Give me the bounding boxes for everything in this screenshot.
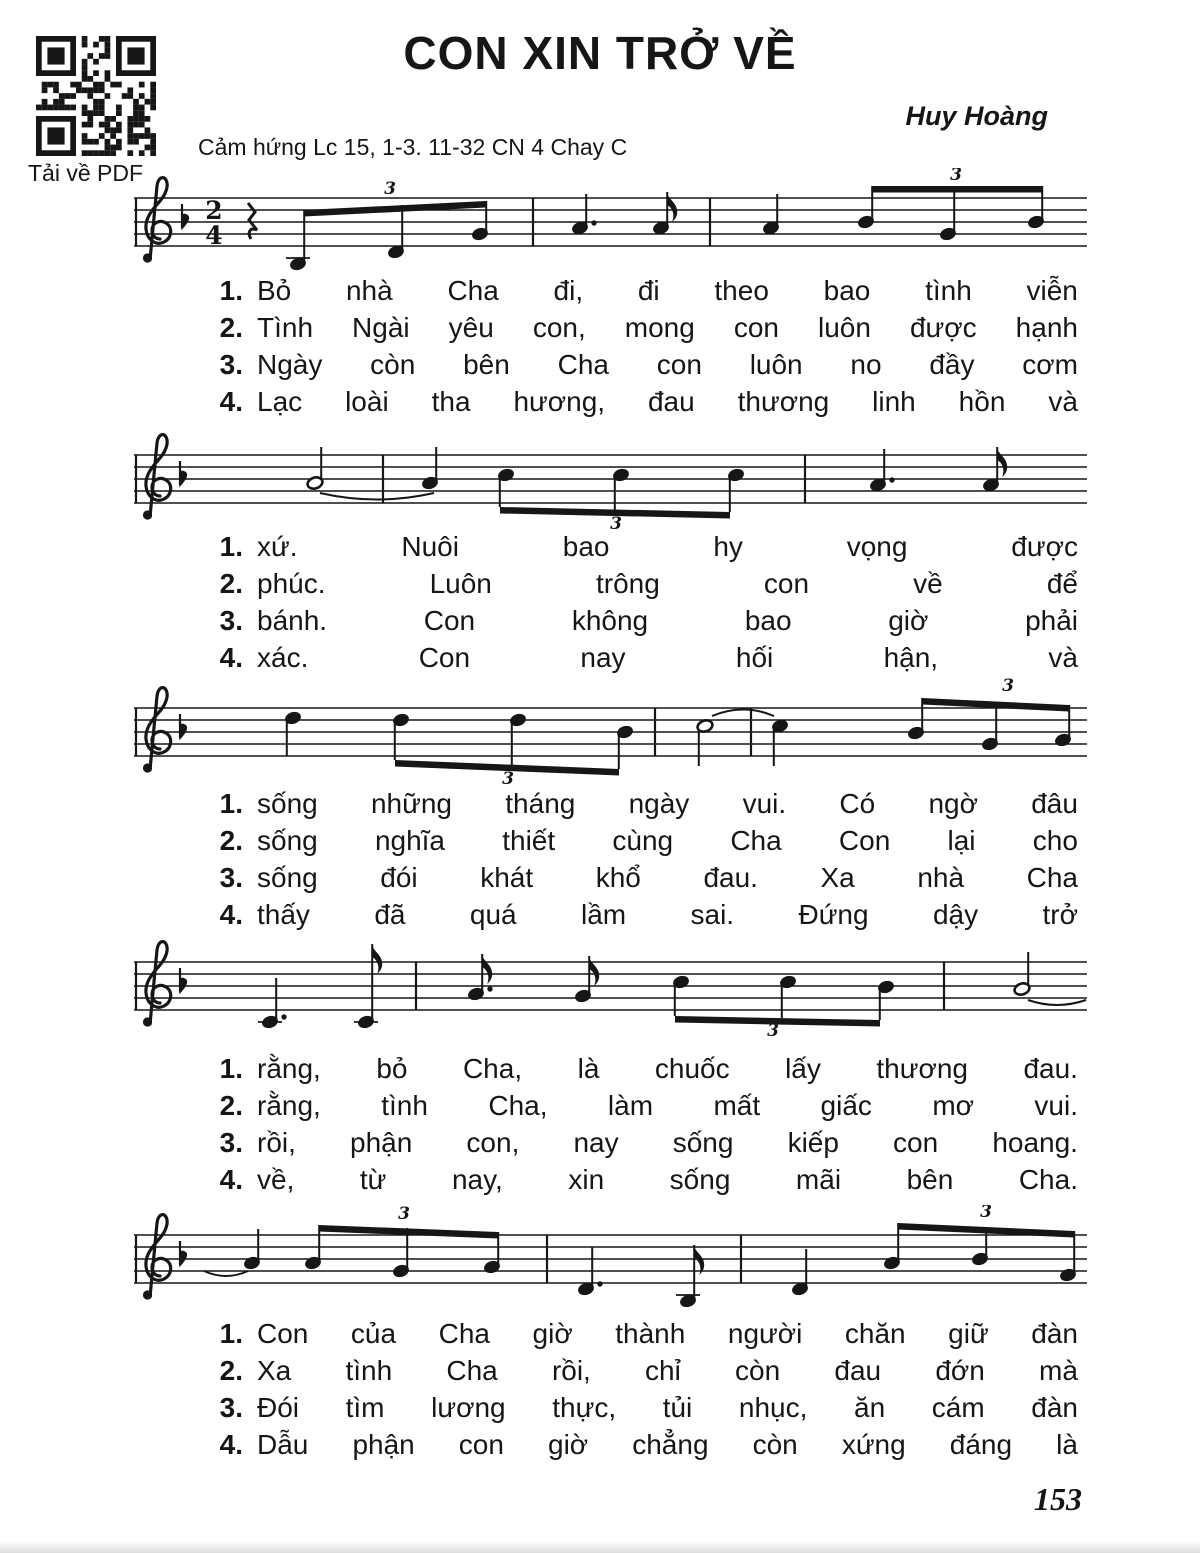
lyric-word: xác.: [257, 642, 309, 673]
lyric-word: đã: [374, 899, 406, 930]
lyric-word: nay: [573, 1127, 619, 1158]
verse-number: 3.: [219, 349, 243, 380]
lyric-word: nhà: [917, 862, 965, 893]
svg-text:3: 3: [610, 514, 622, 534]
lyric-words: [257, 346, 1078, 383]
lyric-word: đầy: [929, 349, 975, 380]
lyric-word: loài: [345, 386, 389, 417]
lyric-word: còn: [735, 1355, 781, 1386]
verse-number: 1.: [219, 1318, 243, 1349]
verse-number: 2.: [219, 312, 243, 343]
lyric-word: hận,: [883, 642, 939, 673]
qr-code-label: Tải về PDF: [28, 160, 144, 186]
verse-number: 2.: [219, 1090, 243, 1121]
lyric-word: con: [733, 312, 779, 343]
lyric-word: đau.: [703, 862, 758, 893]
lyric-word: còn: [370, 349, 416, 380]
lyric-words: [257, 1426, 1078, 1463]
lyric-line: [185, 1050, 1078, 1087]
lyric-word: Luôn: [429, 568, 492, 599]
lyric-word: kiếp: [787, 1127, 839, 1158]
lyric-word: sống: [669, 1164, 731, 1195]
lyric-word: con: [656, 349, 702, 380]
verse-number: 2.: [219, 568, 243, 599]
lyric-words: [257, 896, 1078, 933]
lyric-words: [257, 528, 1078, 565]
lyric-word: thành: [615, 1318, 686, 1349]
lyric-word: sống: [257, 788, 318, 819]
lyric-line: [185, 1124, 1078, 1161]
lyric-word: Tình: [257, 312, 314, 343]
music-staff-4: [128, 932, 1093, 1052]
lyric-word: rồi,: [551, 1355, 591, 1386]
lyric-word: Nuôi: [401, 531, 459, 562]
lyric-line: [185, 1426, 1078, 1463]
lyric-word: chuốc: [654, 1053, 730, 1084]
lyric-words: [257, 639, 1078, 676]
lyric-word: phải: [1025, 605, 1078, 636]
lyric-word: đau.: [1023, 1053, 1078, 1084]
lyric-line: [185, 309, 1078, 346]
lyric-word: trở: [1042, 899, 1078, 930]
lyric-word: người: [727, 1318, 803, 1349]
lyric-word: vui.: [1034, 1090, 1078, 1121]
lyric-word: Xa: [820, 862, 855, 893]
verse-block-4: [185, 1050, 1078, 1198]
lyric-words: [257, 1352, 1078, 1389]
verse-block-3: [185, 785, 1078, 933]
svg-text:3: 3: [1002, 678, 1014, 696]
music-staff-3: [128, 678, 1093, 798]
lyric-word: những: [370, 788, 453, 819]
verse-block-2: [185, 528, 1078, 676]
lyric-word: mãi: [795, 1164, 842, 1195]
lyric-word: sống: [257, 862, 318, 893]
lyric-words: [257, 272, 1078, 309]
lyric-word: đói: [380, 862, 418, 893]
svg-text:3: 3: [767, 1021, 779, 1041]
lyric-word: về: [913, 568, 943, 599]
lyric-word: đau: [647, 386, 695, 417]
lyric-words: [257, 859, 1078, 896]
lyric-word: được: [909, 312, 977, 343]
lyric-words: [257, 785, 1078, 822]
lyric-word: con,: [532, 312, 586, 343]
lyric-word: bên: [463, 349, 510, 380]
lyric-words: [257, 565, 1078, 602]
lyric-word: Cha: [1026, 862, 1078, 893]
music-staff-5: [128, 1205, 1093, 1325]
verse-number: 4.: [219, 1164, 243, 1195]
svg-text:4: 4: [205, 221, 223, 250]
lyric-word: nghĩa: [374, 825, 446, 856]
verse-number: 4.: [219, 1429, 243, 1460]
lyric-line: [185, 1087, 1078, 1124]
verse-number: 2.: [219, 825, 243, 856]
lyric-word: cơm: [1022, 349, 1078, 380]
lyric-word: Xa: [257, 1355, 292, 1386]
lyric-word: Có: [839, 788, 876, 819]
lyric-word: hạnh: [1015, 312, 1078, 343]
lyric-word: hồn: [958, 386, 1006, 417]
lyric-word: bao: [823, 275, 871, 306]
lyric-line: [185, 822, 1078, 859]
lyric-words: [257, 822, 1078, 859]
lyric-word: giờ: [888, 605, 929, 636]
verse-number: 1.: [219, 275, 243, 306]
lyric-word: tha: [431, 386, 471, 417]
lyric-word: làm: [607, 1090, 654, 1121]
lyric-line: [185, 1389, 1078, 1426]
lyric-line: [185, 602, 1078, 639]
verse-number: 3.: [219, 1127, 243, 1158]
lyric-word: mơ: [932, 1090, 974, 1121]
verse-number: 3.: [219, 605, 243, 636]
lyric-word: sống: [672, 1127, 734, 1158]
lyric-word: chăn: [844, 1318, 906, 1349]
lyric-word: thực,: [552, 1392, 617, 1423]
lyric-line: [185, 346, 1078, 383]
lyric-word: chẳng: [632, 1429, 709, 1460]
lyric-word: ngờ: [928, 788, 978, 819]
lyric-word: Con: [257, 1318, 309, 1349]
lyric-word: giờ: [548, 1429, 589, 1460]
verse-number: 2.: [219, 1355, 243, 1386]
lyric-word: luôn: [749, 349, 803, 380]
verse-number: 1.: [219, 531, 243, 562]
lyric-word: thiết: [502, 825, 556, 856]
lyric-word: bên: [906, 1164, 954, 1195]
lyric-word: và: [1048, 386, 1078, 417]
lyric-word: xứ.: [257, 531, 298, 562]
verse-number: 1.: [219, 1053, 243, 1084]
lyric-line: [185, 785, 1078, 822]
lyric-word: mà: [1039, 1355, 1078, 1386]
lyric-word: nhục,: [738, 1392, 808, 1423]
lyric-word: vui.: [742, 788, 787, 819]
lyric-words: [257, 1124, 1078, 1161]
lyric-line: [185, 896, 1078, 933]
lyric-word: con: [458, 1429, 504, 1460]
lyric-line: [185, 272, 1078, 309]
lyric-line: [185, 1161, 1078, 1198]
lyric-word: bánh.: [257, 605, 328, 636]
verse-block-1: [185, 272, 1078, 420]
lyric-word: nay: [580, 642, 626, 673]
lyric-word: còn: [752, 1429, 798, 1460]
lyric-word: xứng: [841, 1429, 906, 1460]
lyric-word: Cha: [447, 275, 499, 306]
lyric-word: Con: [423, 605, 476, 636]
lyric-word: Cha: [730, 825, 782, 856]
lyric-word: con: [763, 568, 810, 599]
lyric-word: tình: [381, 1090, 428, 1121]
svg-text:3: 3: [980, 1205, 992, 1222]
lyric-word: phúc.: [257, 568, 326, 599]
lyric-word: Bỏ: [257, 275, 292, 306]
page-number: 153: [1034, 1481, 1082, 1517]
lyric-word: hoang.: [992, 1127, 1078, 1158]
lyric-word: bao: [744, 605, 792, 636]
lyric-word: đi,: [553, 275, 584, 306]
lyric-word: Ngài: [352, 312, 410, 343]
lyric-word: mong: [624, 312, 695, 343]
lyric-word: nhà: [345, 275, 393, 306]
lyric-line: [185, 639, 1078, 676]
lyric-word: ngày: [628, 788, 690, 819]
lyric-word: yêu: [448, 312, 494, 343]
lyric-line: [185, 383, 1078, 420]
lyric-words: [257, 1087, 1078, 1124]
verse-number: 3.: [219, 862, 243, 893]
lyric-word: rằng,: [257, 1053, 321, 1084]
lyric-line: [185, 528, 1078, 565]
lyric-word: lại: [947, 825, 976, 856]
lyric-word: giữ: [948, 1318, 989, 1349]
lyric-word: tình: [925, 275, 972, 306]
lyric-word: phận: [350, 1127, 413, 1158]
lyric-word: rồi,: [257, 1127, 296, 1158]
lyric-word: đáng: [949, 1429, 1013, 1460]
lyric-word: linh: [872, 386, 916, 417]
lyric-word: chỉ: [645, 1355, 681, 1386]
lyric-word: trông: [595, 568, 660, 599]
svg-text:2: 2: [205, 196, 223, 225]
lyric-line: [185, 565, 1078, 602]
lyric-word: khát: [480, 862, 534, 893]
lyric-word: về,: [257, 1164, 295, 1195]
lyric-line: [185, 859, 1078, 896]
page-title: CON XIN TRỞ VỀ: [403, 27, 797, 79]
lyric-words: [257, 602, 1078, 639]
lyric-words: [257, 1161, 1078, 1198]
lyric-word: con,: [466, 1127, 520, 1158]
lyric-word: lấy: [785, 1053, 821, 1084]
lyric-word: viễn: [1026, 275, 1078, 306]
music-staff-2: [128, 425, 1093, 545]
verse-number: 3.: [219, 1392, 243, 1423]
lyric-word: quá: [469, 899, 517, 930]
lyric-word: mất: [713, 1090, 761, 1121]
lyric-word: bỏ: [376, 1053, 408, 1084]
lyric-word: giờ: [532, 1318, 573, 1349]
lyric-word: không: [571, 605, 649, 636]
lyric-word: Ngày: [257, 349, 323, 380]
lyric-word: Con: [418, 642, 471, 673]
svg-text:3: 3: [502, 769, 514, 789]
music-staff-1: [128, 168, 1093, 288]
lyric-word: tình: [345, 1355, 393, 1386]
lyric-word: là: [1056, 1429, 1078, 1460]
lyric-word: đàn: [1031, 1318, 1078, 1349]
lyric-word: lầm: [580, 899, 627, 930]
lyric-word: đớn: [935, 1355, 985, 1386]
lyric-word: Cha: [446, 1355, 498, 1386]
lyric-word: Dẫu: [257, 1429, 309, 1460]
lyric-word: Đói: [257, 1392, 300, 1423]
lyric-word: khổ: [595, 862, 641, 893]
lyric-word: dậy: [932, 899, 979, 930]
lyric-word: thương: [876, 1053, 968, 1084]
lyric-word: Cha: [438, 1318, 490, 1349]
lyric-word: theo: [714, 275, 769, 306]
lyric-word: rằng,: [257, 1090, 321, 1121]
lyric-word: con: [893, 1127, 939, 1158]
lyric-word: để: [1046, 568, 1078, 599]
lyric-word: tìm: [345, 1392, 385, 1423]
lyric-word: ăn: [854, 1392, 886, 1423]
lyric-words: [257, 309, 1078, 346]
lyric-word: Con: [838, 825, 891, 856]
lyric-word: hối: [735, 642, 774, 673]
lyric-word: đàn: [1031, 1392, 1078, 1423]
scripture-caption: Cảm hứng Lc 15, 1-3. 11-32 CN 4 Chay C: [198, 134, 628, 160]
lyric-word: cám: [931, 1392, 985, 1423]
lyric-word: và: [1048, 642, 1078, 673]
lyric-line: [185, 1315, 1078, 1352]
lyric-word: sống: [257, 825, 318, 856]
lyric-word: cho: [1032, 825, 1078, 856]
lyric-word: no: [850, 349, 882, 380]
lyric-line: [185, 1352, 1078, 1389]
lyric-word: phận: [352, 1429, 415, 1460]
lyric-word: hương,: [513, 386, 606, 417]
lyric-word: từ: [359, 1164, 387, 1195]
lyric-word: bao: [562, 531, 610, 562]
lyric-word: vọng: [846, 531, 908, 562]
scan-edge: [0, 1541, 1200, 1553]
lyric-word: cùng: [612, 825, 674, 856]
lyric-word: nay,: [451, 1164, 503, 1195]
lyric-word: luôn: [818, 312, 871, 343]
lyric-word: đi: [637, 275, 660, 306]
lyric-word: Cha: [557, 349, 609, 380]
verse-number: 1.: [219, 788, 243, 819]
lyric-word: được: [1011, 531, 1078, 562]
verse-block-5: [185, 1315, 1078, 1463]
composer-credit: Huy Hoàng: [905, 101, 1048, 131]
lyric-word: Cha,: [462, 1053, 523, 1084]
svg-text:3: 3: [398, 1205, 410, 1224]
lyric-word: giấc: [820, 1090, 872, 1121]
lyric-word: sai.: [690, 899, 735, 930]
lyric-word: tủi: [662, 1392, 693, 1423]
lyric-words: [257, 1050, 1078, 1087]
lyric-word: Cha,: [488, 1090, 548, 1121]
lyric-word: xin: [568, 1164, 605, 1195]
lyric-words: [257, 383, 1078, 420]
svg-text:3: 3: [384, 179, 396, 199]
lyric-word: thấy: [257, 899, 310, 930]
lyric-word: thương: [737, 386, 830, 417]
lyric-word: của: [350, 1318, 397, 1349]
lyric-words: [257, 1315, 1078, 1352]
lyric-word: Cha.: [1018, 1164, 1078, 1195]
lyric-words: [257, 1389, 1078, 1426]
lyric-word: hy: [713, 531, 743, 562]
lyric-word: tháng: [505, 788, 576, 819]
verse-number: 4.: [219, 642, 243, 673]
lyric-word: là: [577, 1053, 600, 1084]
lyric-word: Lạc: [257, 386, 303, 417]
lyric-word: lương: [431, 1392, 506, 1423]
verse-number: 4.: [219, 899, 243, 930]
lyric-word: Đứng: [798, 899, 869, 930]
verse-number: 4.: [219, 386, 243, 417]
lyric-word: đâu: [1031, 788, 1078, 819]
svg-text:3: 3: [950, 168, 962, 185]
lyric-word: đau: [834, 1355, 882, 1386]
